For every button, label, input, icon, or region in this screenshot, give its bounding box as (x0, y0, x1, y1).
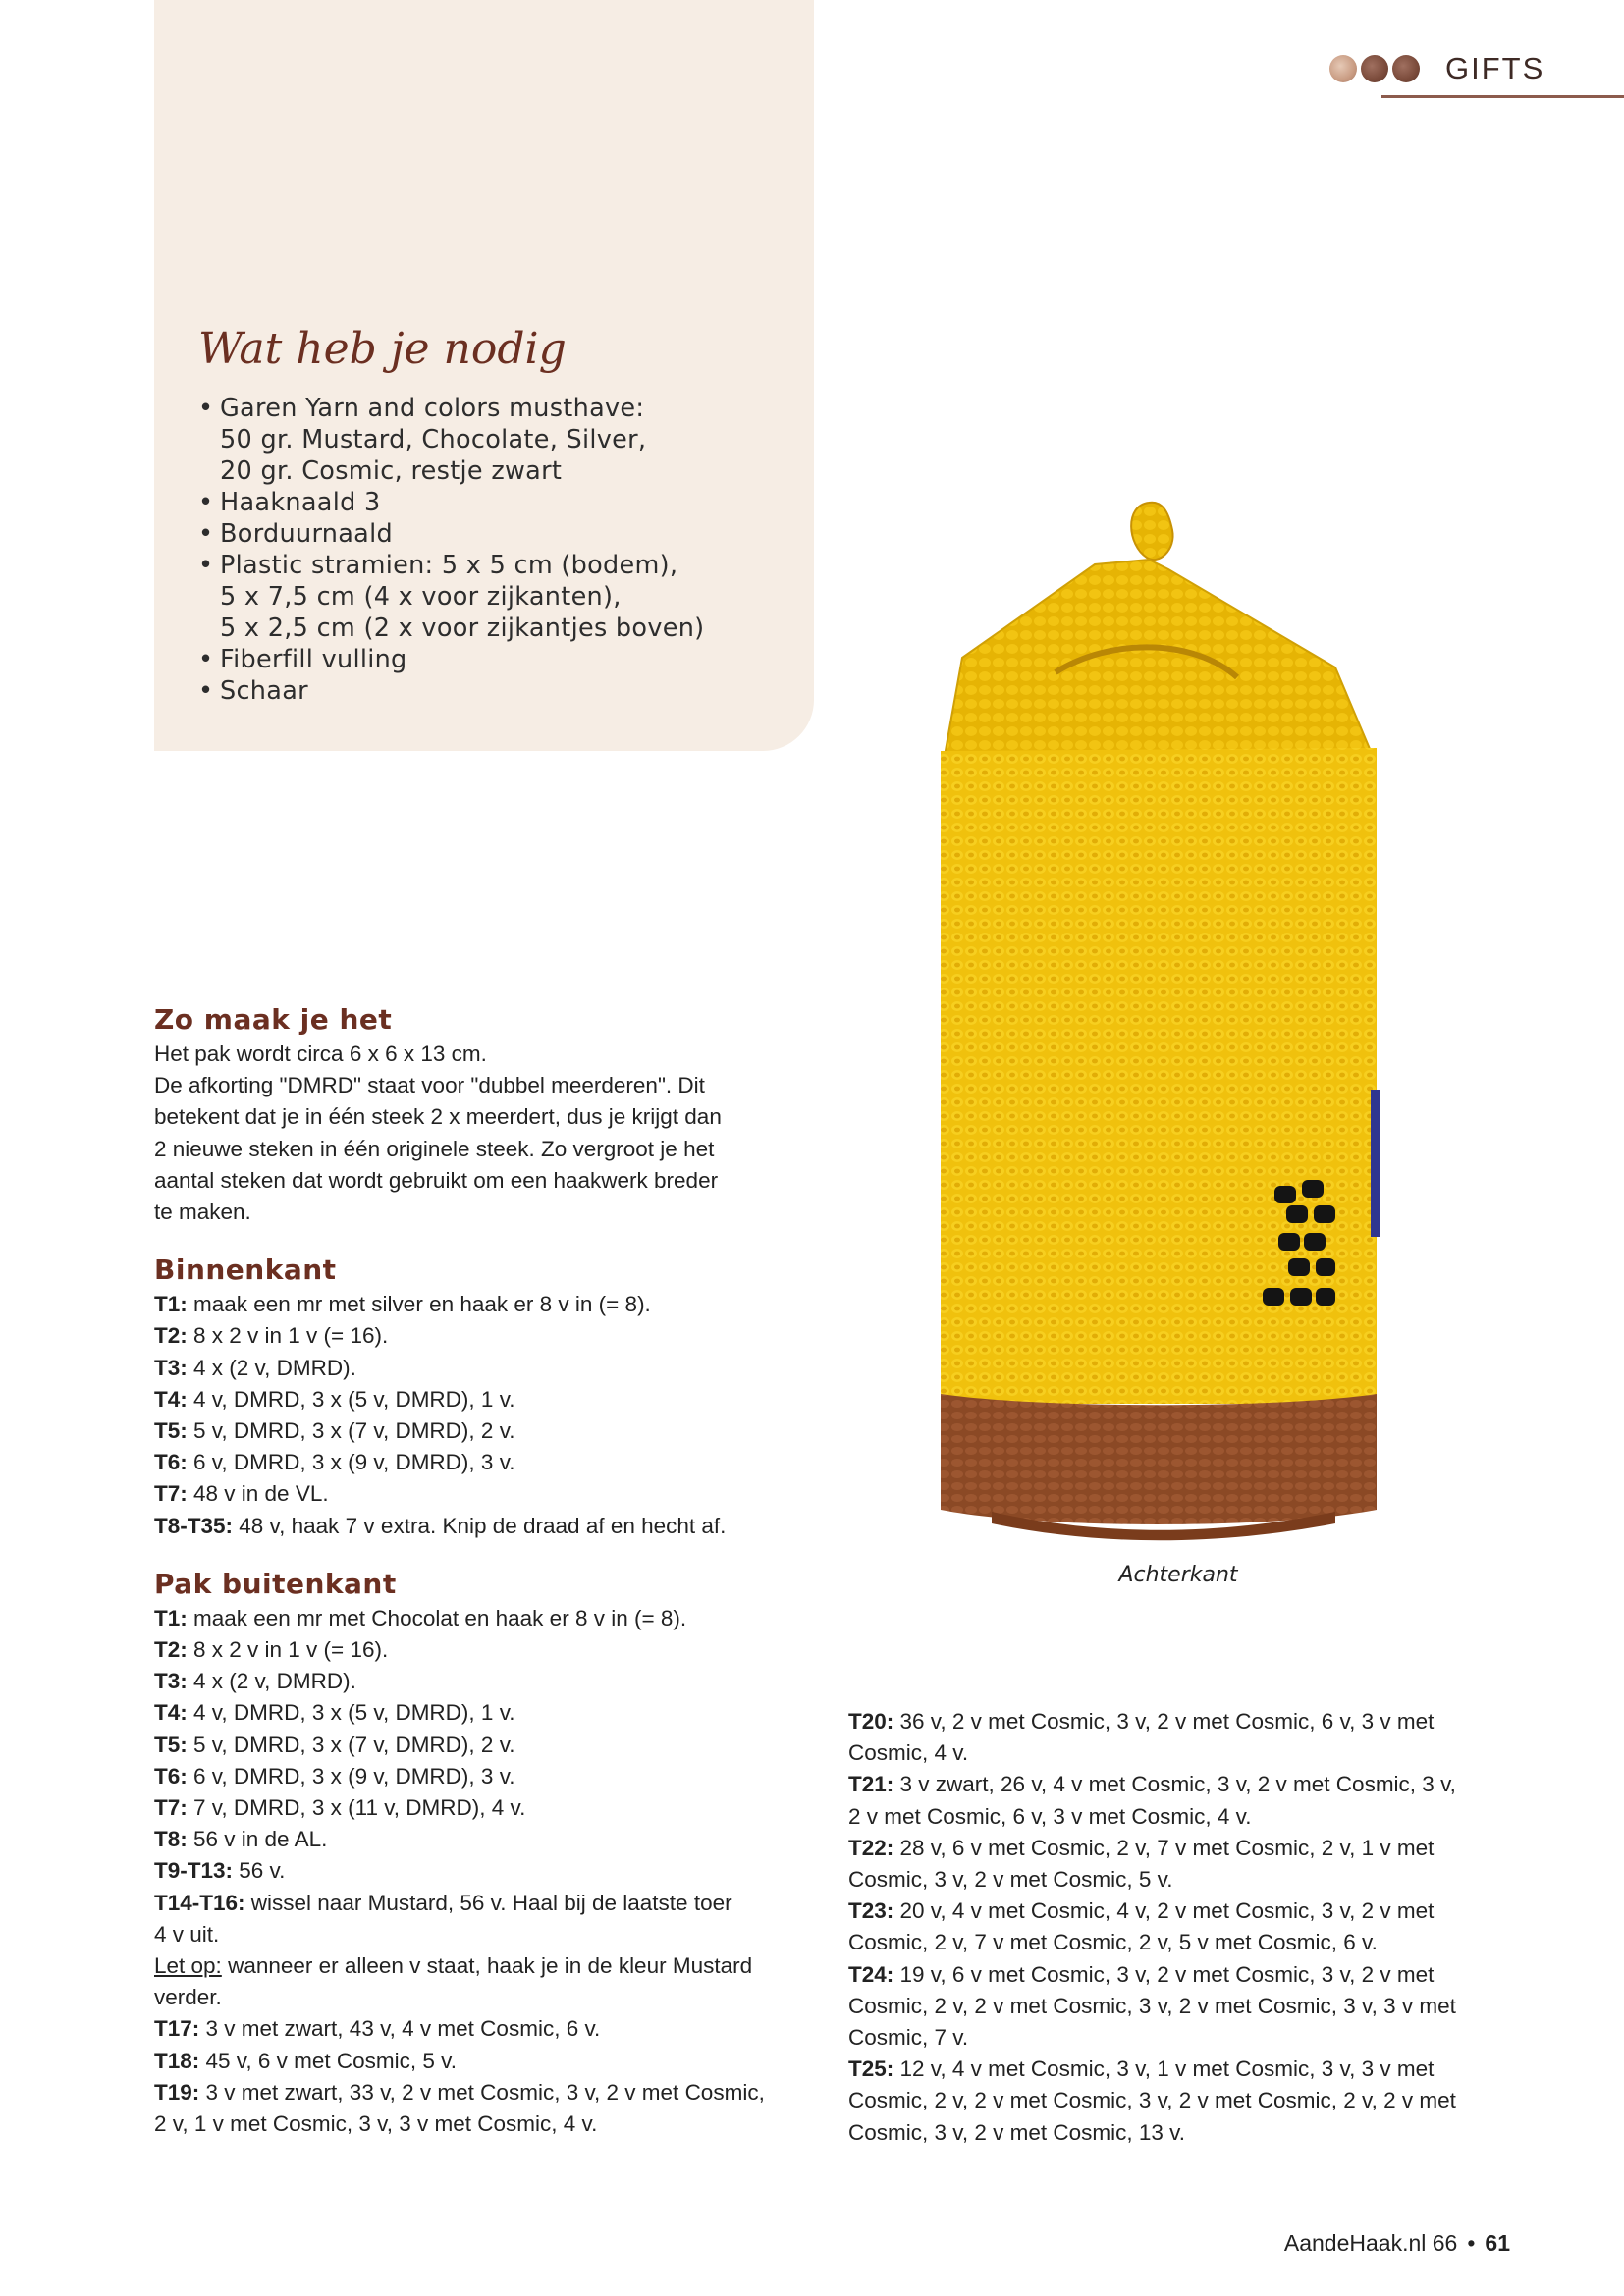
pattern-row: T3: 4 x (2 v, DMRD). (154, 1355, 356, 1380)
pattern-row: T8-T35: 48 v, haak 7 v extra. Knip de draad af en hecht af. (154, 1513, 727, 1538)
list-item: • Fiberfill vulling (198, 645, 407, 674)
page-footer (1284, 2230, 1510, 2257)
pattern-row: T6: 6 v, DMRD, 3 x (9 v, DMRD), 3 v. (154, 1450, 515, 1475)
pattern-row: T5: 5 v, DMRD, 3 x (7 v, DMRD), 2 v. (154, 1732, 515, 1757)
pattern-row-continued: Cosmic, 2 v, 2 v met Cosmic, 3 v, 2 v met Cosmic, 3 v, 3 v met (848, 1993, 1456, 2018)
howto-intro: Het pak wordt circa 6 x 6 x 13 cm. De afkorting "DMRD" staat voor "dubbel meerderen". Dit betekent dat je in één steek 2 x meerdert, dus je krijgt dan 2 nieuwe steken in één originele steek. Zo vergroot je het aantal steken dat wordt gebruikt om een haakwerk breder te maken. (154, 1041, 722, 1225)
header-divider (1381, 95, 1624, 98)
list-item: • Borduurnaald (198, 519, 393, 549)
instructions-left-column (154, 1001, 822, 2140)
list-item: • Schaar (198, 676, 308, 706)
pattern-row: T2: 8 x 2 v in 1 v (= 16). (154, 1323, 389, 1349)
pattern-row: T3: 4 x (2 v, DMRD). (154, 1669, 356, 1694)
pattern-row: T4: 4 v, DMRD, 3 x (5 v, DMRD), 1 v. (154, 1700, 515, 1726)
crochet-carton-photo (923, 491, 1404, 1571)
yarn-ball-icon (1329, 55, 1357, 82)
pattern-row: T20: 36 v, 2 v met Cosmic, 3 v, 2 v met Cosmic, 6 v, 3 v met (848, 1709, 1435, 1734)
pattern-row: T19: 3 v met zwart, 33 v, 2 v met Cosmic, 3 v, 2 v met Cosmic, (154, 2079, 765, 2105)
list-item: • Plastic stramien: 5 x 5 cm (bodem), 5 x 7,5 cm (4 x voor zijkanten), 5 x 2,5 cm (2 x voor zijkantjes boven) (198, 551, 705, 643)
inside-title: Binnenkant (154, 1254, 337, 1287)
yarn-ball-icon (1361, 55, 1388, 82)
pattern-row: T1: maak een mr met silver en haak er 8 v in (= 8). (154, 1292, 651, 1317)
pattern-row: T23: 20 v, 4 v met Cosmic, 4 v, 2 v met Cosmic, 3 v, 2 v met (848, 1898, 1435, 1924)
pattern-row: T8: 56 v in de AL. (154, 1827, 328, 1852)
footer-separator: • (1467, 2230, 1476, 2256)
section-label: GIFTS (1445, 51, 1545, 85)
pattern-row: T22: 28 v, 6 v met Cosmic, 2 v, 7 v met Cosmic, 2 v, 1 v met (848, 1835, 1435, 1860)
photo-caption: Achterkant (1118, 1563, 1238, 1587)
pattern-row: T4: 4 v, DMRD, 3 x (5 v, DMRD), 1 v. (154, 1386, 515, 1412)
yarn-balls-icon (1329, 55, 1424, 84)
page-number: 61 (1485, 2230, 1510, 2256)
pattern-row: T6: 6 v, DMRD, 3 x (9 v, DMRD), 3 v. (154, 1763, 515, 1789)
pattern-row-continued: Cosmic, 2 v, 2 v met Cosmic, 3 v, 2 v met Cosmic, 2 v, 2 v met (848, 2088, 1456, 2113)
pattern-row: T24: 19 v, 6 v met Cosmic, 3 v, 2 v met Cosmic, 3 v, 2 v met (848, 1961, 1435, 1987)
pattern-row: T7: 48 v in de VL. (154, 1481, 329, 1507)
note-row-continued: verder. (154, 1985, 222, 2010)
list-item: • Garen Yarn and colors musthave: 50 gr. Mustard, Chocolate, Silver, 20 gr. Cosmic, restje zwart (198, 394, 647, 486)
howto-title: Zo maak je het (154, 1003, 393, 1036)
pattern-row: T14-T16: wissel naar Mustard, 56 v. Haal bij de laatste toer (154, 1890, 732, 1915)
materials-list (198, 393, 787, 707)
pattern-row: T1: maak een mr met Chocolat en haak er 8 v in (= 8). (154, 1605, 687, 1630)
instructions-right-column (848, 1706, 1516, 2149)
pattern-row: T25: 12 v, 4 v met Cosmic, 3 v, 1 v met Cosmic, 3 v, 3 v met (848, 2056, 1435, 2082)
pattern-row: T5: 5 v, DMRD, 3 x (7 v, DMRD), 2 v. (154, 1418, 515, 1444)
pattern-row-continued: Cosmic, 2 v, 7 v met Cosmic, 2 v, 5 v met Cosmic, 6 v. (848, 1930, 1378, 1955)
pattern-row: T9-T13: 56 v. (154, 1858, 286, 1884)
pattern-row: T18: 45 v, 6 v met Cosmic, 5 v. (154, 2048, 458, 2073)
list-item: • Haaknaald 3 (198, 488, 381, 517)
pattern-row-continued: 2 v met Cosmic, 6 v, 3 v met Cosmic, 4 v. (848, 1803, 1252, 1829)
pattern-row-continued: 4 v uit. (154, 1921, 220, 1947)
pattern-row: T2: 8 x 2 v in 1 v (= 16). (154, 1637, 389, 1663)
pattern-row-continued: Cosmic, 7 v. (848, 2025, 969, 2051)
pattern-row: T17: 3 v met zwart, 43 v, 4 v met Cosmic, 6 v. (154, 2016, 601, 2042)
note-row: Let op: wanneer er alleen v staat, haak je in de kleur Mustard (154, 1953, 753, 1979)
pattern-row: T7: 7 v, DMRD, 3 x (11 v, DMRD), 4 v. (154, 1795, 526, 1821)
magazine-name: AandeHaak.nl 66 (1283, 2230, 1458, 2256)
materials-title: Wat heb je nodig (198, 324, 567, 374)
pattern-row-continued: 2 v, 1 v met Cosmic, 3 v, 3 v met Cosmic, 4 v. (154, 2111, 598, 2137)
pattern-row-continued: Cosmic, 3 v, 2 v met Cosmic, 13 v. (848, 2119, 1185, 2145)
outside-title: Pak buitenkant (154, 1567, 397, 1600)
pattern-row: T21: 3 v zwart, 26 v, 4 v met Cosmic, 3 v, 2 v met Cosmic, 3 v, (848, 1772, 1456, 1797)
section-header (1329, 49, 1624, 100)
pattern-row-continued: Cosmic, 3 v, 2 v met Cosmic, 5 v. (848, 1867, 1173, 1893)
yarn-ball-icon (1392, 55, 1420, 82)
pattern-row-continued: Cosmic, 4 v. (848, 1740, 969, 1766)
